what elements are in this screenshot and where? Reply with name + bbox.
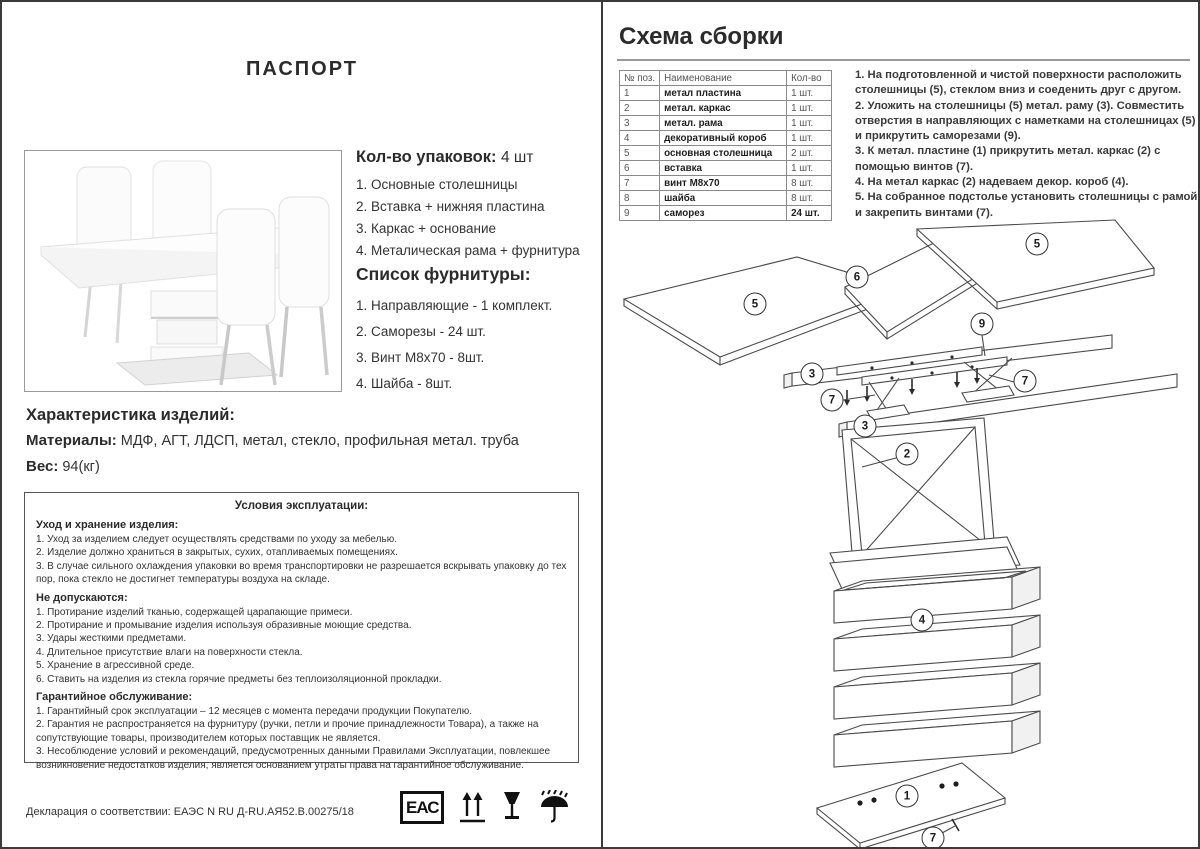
- list-item: 4. Шайба - 8шт.: [356, 376, 453, 391]
- diagram-callout: 3: [801, 363, 824, 386]
- list-item: 3. Винт М8х70 - 8шт.: [356, 350, 485, 365]
- table-row: [620, 176, 832, 191]
- materials-value: МДФ, АГТ, ЛДСП, метал, стекло, профильная метал. труба: [116, 433, 519, 449]
- list-item: 4. Металическая рама + фурнитура: [356, 243, 580, 258]
- usage-conditions-box: [24, 492, 579, 771]
- table-cell: 1 шт.: [787, 116, 832, 131]
- list-item: 1. Уход за изделием следует осуществлять средствами по уходу за мебелью.: [36, 534, 397, 545]
- list-item: 3. К метал. пластине (1) прикрутить метал. каркас (2) с помощью винтов (7).: [855, 145, 1161, 173]
- warranty-list: [36, 705, 567, 772]
- list-item: 3. Каркас + основание: [356, 221, 496, 236]
- packages-section: [356, 148, 592, 262]
- diagram-callout: 5: [1026, 233, 1049, 256]
- product-photo: [24, 150, 342, 392]
- care-heading: Уход и хранение изделия:: [36, 519, 179, 531]
- diagram-callout: 3: [854, 415, 877, 438]
- packages-heading: [356, 148, 592, 167]
- table-row: [620, 161, 832, 176]
- warranty-heading: Гарантийное обслуживание:: [36, 691, 193, 704]
- table-cell: метал. каркас: [660, 101, 787, 116]
- characteristics-title: Характеристика изделий:: [26, 406, 235, 424]
- table-cell: 7: [620, 176, 660, 191]
- table-cell: вставка: [660, 161, 787, 176]
- keep-dry-icon: [538, 790, 571, 824]
- list-item: 1. На подготовленной и чистой поверхности расположить столешницы (5), стеклом вниз и соеденить друг с другом.: [855, 69, 1182, 97]
- table-row: [620, 146, 832, 161]
- diagram-callout: 6: [846, 266, 869, 289]
- table-cell: винт М8х70: [660, 176, 787, 191]
- table-cell: 6: [620, 161, 660, 176]
- diagram-callout: 5: [744, 293, 767, 316]
- diagram-callout: 7: [821, 389, 844, 412]
- diagram-callout: 4: [911, 609, 934, 632]
- table-row: [620, 191, 832, 206]
- page-title-passport: ПАСПОРТ: [246, 58, 358, 80]
- page-title-assembly: Схема сборки: [619, 23, 784, 50]
- diagram-callout: 7: [1014, 370, 1037, 393]
- table-cell: 4: [620, 131, 660, 146]
- materials-line: [26, 428, 582, 454]
- table-cell: 1 шт.: [787, 131, 832, 146]
- eac-mark: ЕАС: [400, 791, 444, 824]
- title-underline: [617, 59, 1190, 61]
- list-item: 3. Удары жесткими предметами.: [36, 633, 187, 645]
- diagram-callout: 1: [896, 785, 919, 808]
- table-cell: 1 шт.: [787, 161, 832, 176]
- characteristics-section: [26, 402, 582, 480]
- this-way-up-icon: [459, 790, 486, 824]
- table-cell: 8 шт.: [787, 176, 832, 191]
- col-name: Наименование: [660, 71, 787, 86]
- assembly-diagram-drawing: [612, 215, 1200, 849]
- forbidden-heading: Не допускаются:: [36, 591, 128, 604]
- table-cell: 2 шт.: [787, 146, 832, 161]
- list-item: 3. Несоблюдение условий и рекомендаций, предусмотренных данными Правилами Эксплуатации, повлекшее возникновение недостатков изделия, является основанием утраты права на гарантийное обслуживание.: [36, 746, 551, 771]
- table-cell: саморез: [660, 206, 787, 221]
- packages-value: 4 шт: [500, 149, 534, 166]
- table-cell: 1 шт.: [787, 101, 832, 116]
- list-item: 5. Хранение в агрессивной среде.: [36, 660, 195, 672]
- hardware-section: [356, 264, 596, 397]
- fragile-icon: [501, 790, 523, 824]
- page-divider: [601, 2, 603, 849]
- weight-value: 94(кг): [58, 459, 100, 475]
- declaration-of-conformity: Декларация о соответствии: ЕАЭС N RU Д-RU.АЯ52.В.00275/18: [26, 806, 354, 818]
- list-item: 4. Длительное присутствие влаги на поверхности стекла.: [36, 646, 303, 658]
- packages-list: [356, 174, 592, 262]
- list-item: 6. Ставить на изделия из стекла горячие предметы без теплоизоляционной прокладки.: [36, 673, 442, 685]
- diagram-callout: 9: [971, 313, 994, 336]
- table-cell: 24 шт.: [787, 206, 832, 221]
- col-qty: Кол-во: [787, 71, 832, 86]
- table-cell: основная столешница: [660, 146, 787, 161]
- diagram-callout: 7: [922, 827, 945, 849]
- materials-label: Материалы:: [26, 432, 117, 449]
- list-item: 2. Саморезы - 24 шт.: [356, 324, 486, 339]
- assembly-diagram: [612, 215, 1200, 849]
- assembly-steps: [855, 68, 1199, 221]
- forbidden-list: [36, 606, 567, 686]
- hardware-title: Список фурнитуры:: [356, 264, 531, 284]
- list-item: 1. Направляющие - 1 комплект.: [356, 298, 553, 313]
- table-cell: 2: [620, 101, 660, 116]
- table-cell: шайба: [660, 191, 787, 206]
- table-cell: 3: [620, 116, 660, 131]
- list-item: 2. Уложить на столешницы (5) метал. раму (3). Совместить отверстия в направляющих с наметками на столешницах (5) и прикрутить саморезами (9).: [855, 99, 1196, 143]
- table-cell: 8 шт.: [787, 191, 832, 206]
- weight-line: [26, 454, 582, 480]
- table-cell: 1 шт.: [787, 86, 832, 101]
- conditions-title: Условия эксплуатации:: [234, 500, 369, 512]
- list-item: 1. Гарантийный срок эксплуатации – 12 месяцев с момента передачи продукции Покупателю.: [36, 706, 473, 718]
- table-cell: 9: [620, 206, 660, 221]
- table-cell: 8: [620, 191, 660, 206]
- hardware-list: [356, 293, 596, 397]
- list-item: 2. Вставка + нижняя пластина: [356, 199, 545, 214]
- table-cell: метал. рама: [660, 116, 787, 131]
- table-cell: метал пластина: [660, 86, 787, 101]
- table-row: [620, 101, 832, 116]
- care-list: [36, 533, 567, 587]
- table-cell: 1: [620, 86, 660, 101]
- list-item: 1. Основные столешницы: [356, 177, 518, 192]
- packages-label: Кол-во упаковок:: [356, 148, 497, 166]
- table-row: [620, 116, 832, 131]
- certification-marks: [400, 784, 585, 830]
- table-header-row: [620, 71, 832, 86]
- table-row: [620, 131, 832, 146]
- list-item: 1. Протирание изделий тканью, содержащей царапающие примеси.: [36, 606, 353, 618]
- table-row: [620, 86, 832, 101]
- list-item: 5. На собранное подстолье установить столешницы с рамой и закрепить винтами (7).: [855, 191, 1198, 219]
- list-item: 4. На метал каркас (2) надеваем декор. короб (4).: [855, 176, 1129, 189]
- product-photo-illustration: [25, 151, 341, 391]
- list-item: 2. Протирание и промывание изделия используя образивные моющие средства.: [36, 620, 412, 632]
- col-position: № поз.: [620, 71, 660, 86]
- diagram-callout: 2: [896, 443, 919, 466]
- list-item: 2. Изделие должно храниться в закрытых, сухих, отапливаемых помещениях.: [36, 547, 398, 559]
- weight-label: Вес:: [26, 458, 59, 475]
- parts-table: [619, 70, 832, 221]
- list-item: 2. Гарантия не распространяется на фурнитуру (ручки, петли и прочие принадлежности Товара), а также на сопутствующие товары, производителем которых поставщик не является.: [36, 719, 539, 744]
- table-cell: декоративный короб: [660, 131, 787, 146]
- list-item: 3. В случае сильного охлаждения упаковки во время транспортировки не разрешается вскрывать упаковку до тех пор, пока стекло не достигнет температуры воздуха на складе.: [36, 560, 567, 586]
- table-cell: 5: [620, 146, 660, 161]
